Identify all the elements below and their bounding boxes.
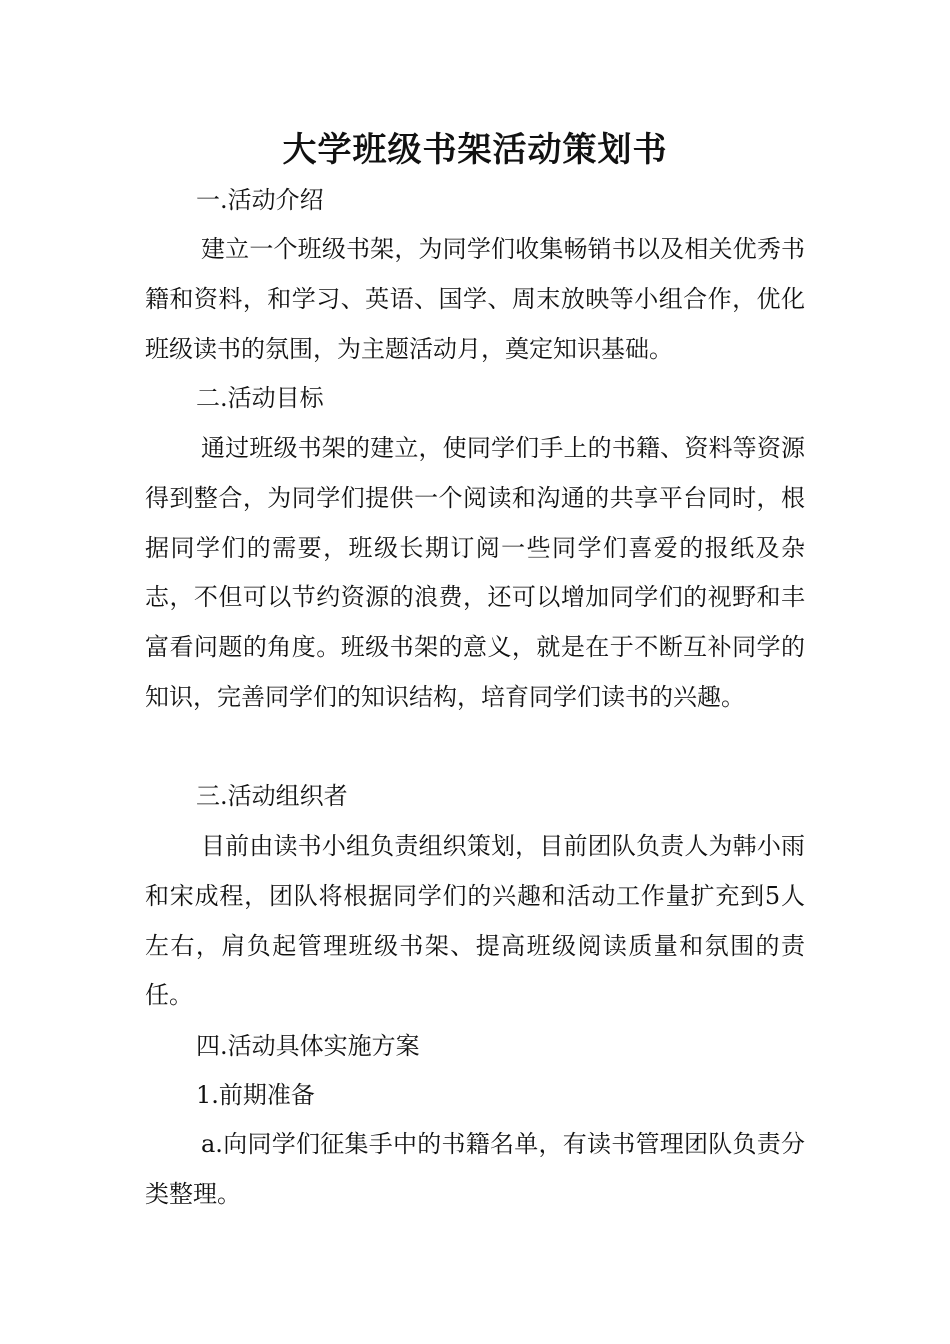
section-paragraph-intro: 建立一个班级书架，为同学们收集畅销书以及相关优秀书籍和资料，和学习、英语、国学、周末放映等小组合作，优化班级读书的氛围，为主题活动月，奠定知识基础。 (145, 235, 805, 363)
section-paragraph-organizers: 目前由读书小组负责组织策划，目前团队负责人为韩小雨和宋成程，团队将根据同学们的兴趣和活动工作量扩充到5人左右，肩负起管理班级书架、提高班级阅读质量和氛围的责任。 (145, 832, 805, 1010)
section-subheading-preparation: 1.前期准备 (196, 1081, 315, 1109)
section-heading-plan: 四.活动具体实施方案 (196, 1032, 420, 1060)
section-paragraph-goals: 通过班级书架的建立，使同学们手上的书籍、资料等资源得到整合，为同学们提供一个阅读和沟通的共享平台同时，根据同学们的需要，班级长期订阅一些同学们喜爱的报纸及杂志，不但可以节约资源的浪费，还可以增加同学们的视野和丰富看问题的角度。班级书架的意义，就是在于不断互补同学的知识，完善同学们的知识结构，培育同学们读书的兴趣。 (145, 434, 805, 711)
document-title: 大学班级书架活动策划书 (282, 130, 668, 170)
section-paragraph-preparation: a.向同学们征集手中的书籍名单，有读书管理团队负责分类整理。 (145, 1130, 805, 1208)
section-heading-intro: 一.活动介绍 (196, 186, 324, 214)
section-heading-goals: 二.活动目标 (196, 384, 324, 412)
section-heading-organizers: 三.活动组织者 (196, 782, 348, 810)
